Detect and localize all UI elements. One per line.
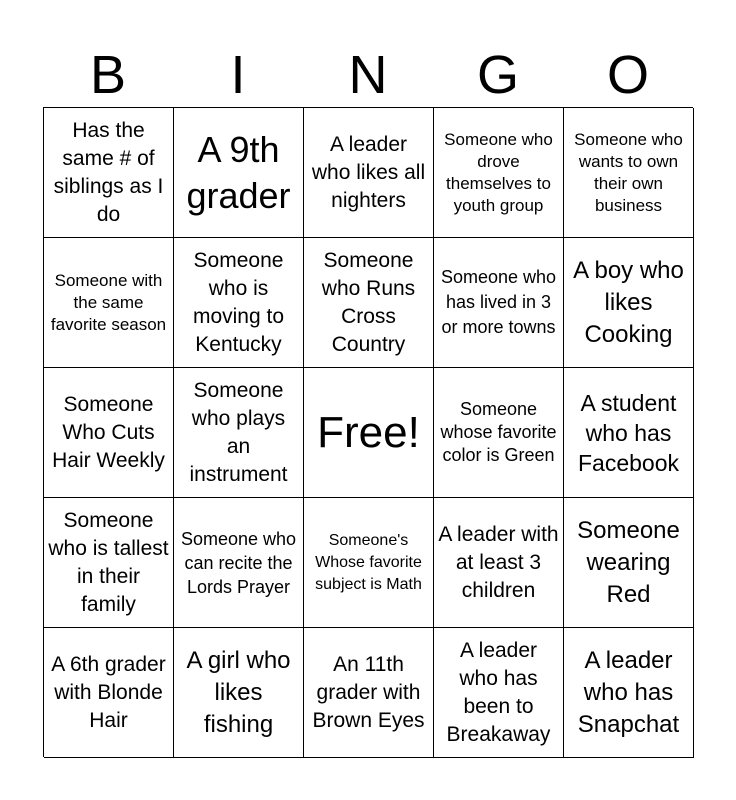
bingo-cell (434, 108, 564, 238)
bingo-cell (174, 368, 304, 498)
bingo-cell (564, 238, 694, 368)
cell-text: Someone Who Cuts Hair Weekly (52, 392, 165, 472)
bingo-cell (44, 108, 174, 238)
bingo-cell (44, 368, 174, 498)
bingo-cell (564, 108, 694, 238)
cell-text: Someone with the same favorite season (50, 270, 167, 334)
bingo-cell (434, 498, 564, 628)
header-letter-b: B (89, 45, 127, 105)
cell-text: Has the same # of siblings as I do (53, 118, 164, 226)
bingo-cell (434, 368, 564, 498)
header-letter-o: O (606, 45, 649, 105)
cell-text: A 9th grader (186, 128, 291, 216)
cell-text: Someone who Runs Cross Country (321, 248, 416, 356)
bingo-cell (304, 628, 434, 758)
cell-text: Someone who drove themselves to youth group (444, 129, 553, 215)
cell-text: Someone's Whose favorite subject is Math (315, 531, 422, 593)
bingo-cell (174, 238, 304, 368)
cell-text: A boy who likes Cooking (573, 256, 684, 348)
cell-text: Someone whose favorite color is Green (440, 399, 557, 465)
cell-text: Someone who is moving to Kentucky (192, 248, 285, 356)
bingo-cell (44, 238, 174, 368)
bingo-cell (304, 238, 434, 368)
cell-text: A leader who has been to Breakaway (446, 638, 551, 746)
cell-text: A student who has Facebook (577, 389, 679, 476)
cell-text: Someone who wants to own their own business (574, 129, 683, 215)
cell-text: A leader who has Snapchat (577, 646, 680, 738)
bingo-cell (304, 108, 434, 238)
bingo-cell (44, 498, 174, 628)
header-letter-i: I (230, 45, 246, 105)
cell-text: A 6th grader with Blonde Hair (51, 652, 166, 732)
bingo-cell (174, 498, 304, 628)
bingo-cell (44, 628, 174, 758)
cell-text: Free! (317, 407, 420, 457)
cell-text: An 11th grader with Brown Eyes (312, 652, 425, 732)
cell-text: A girl who likes fishing (186, 646, 291, 738)
header-letter-g: G (476, 45, 519, 105)
bingo-cell (564, 498, 694, 628)
cell-text: A leader with at least 3 children (438, 522, 559, 602)
cell-text: Someone who is tallest in their family (48, 508, 169, 616)
cell-text: Someone wearing Red (577, 516, 680, 608)
cell-text: Someone who plays an instrument (189, 378, 288, 486)
bingo-cell (174, 108, 304, 238)
bingo-header (43, 44, 693, 106)
bingo-cell (434, 238, 564, 368)
bingo-grid (43, 107, 693, 757)
cell-text: Someone who has lived in 3 or more towns (440, 267, 557, 337)
header-letter-n: N (348, 45, 388, 105)
bingo-cell (564, 368, 694, 498)
bingo-cell (434, 628, 564, 758)
bingo-cell (564, 628, 694, 758)
cell-text: Someone who can recite the Lords Prayer (180, 528, 297, 597)
bingo-cell (304, 498, 434, 628)
free-space-cell (304, 368, 434, 498)
bingo-cell (174, 628, 304, 758)
cell-text: A leader who likes all nighters (311, 132, 426, 212)
